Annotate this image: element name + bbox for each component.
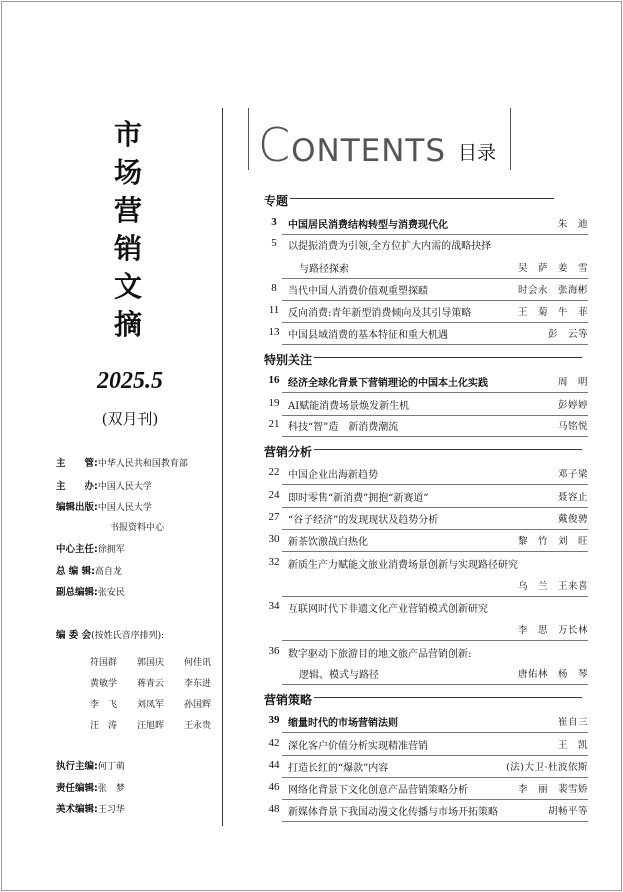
contents-heading-cn: 目录: [458, 142, 497, 164]
toc-article-title: “谷子经济”的发现现状及趋势分析: [288, 515, 439, 526]
publication-frequency: (双月刊): [101, 410, 159, 428]
toc-entry[interactable]: [264, 622, 588, 638]
toc-entry[interactable]: [264, 216, 588, 232]
header-bracket-left: [248, 108, 249, 170]
board-row: 黄敏学 蒋青云 李东进: [90, 679, 212, 689]
toc-article-title: 即时零售“新消费”拥抱“新赛道”: [288, 493, 429, 504]
toc-entry-underline: [282, 507, 588, 508]
board-row: 汪 涛 汪旭晖 王永贵: [90, 721, 212, 731]
toc-article-title: 当代中国人消费价值观重塑探赜: [288, 286, 428, 297]
toc-page-number: 42: [268, 737, 280, 749]
toc-author: 马铭悦: [557, 421, 588, 432]
toc-entry-underline: [282, 484, 588, 485]
toc-page-number: 36: [268, 645, 280, 657]
toc-entry[interactable]: [264, 578, 588, 594]
toc-entry[interactable]: [264, 418, 588, 434]
toc-article-title: 科技“智”造 新消费潮流: [288, 422, 399, 433]
toc-entry-underline: [282, 529, 588, 530]
toc-page-number: 48: [268, 803, 280, 815]
title-char: 场: [113, 156, 142, 189]
title-char: 摘: [113, 308, 142, 341]
section-heading: [264, 441, 582, 459]
toc-author: 戴俊骋: [557, 514, 588, 525]
toc-entry[interactable]: [264, 397, 588, 413]
title-char: 文: [113, 270, 142, 303]
toc-page-number: 27: [268, 511, 280, 523]
toc-page-number: 3: [271, 216, 277, 228]
toc-article-title: 互联网时代下非遗文化产业营销模式创新研究: [288, 604, 488, 615]
toc-author: 王 凯: [557, 740, 588, 751]
masthead-deputy-chief: 副总编辑:张安民: [56, 587, 125, 598]
toc-author: 黎 竹 刘 旺: [517, 536, 588, 547]
header-bracket-right: [510, 108, 511, 170]
toc-entry[interactable]: [264, 645, 588, 661]
toc-entry-underline: [282, 344, 588, 345]
toc-article-title: 中国县域消费的基本特征和重大机遇: [288, 330, 448, 341]
toc-author: 朱 迪: [557, 219, 588, 230]
toc-entry[interactable]: [264, 737, 588, 753]
toc-article-title: 打造长红的“爆款”内容: [288, 763, 389, 774]
title-char: 市: [113, 118, 142, 151]
toc-entry-underline: [282, 640, 588, 641]
toc-entry[interactable]: [264, 714, 588, 730]
toc-author: 聂容止: [557, 492, 588, 503]
title-char: 营: [113, 194, 142, 227]
toc-entry-underline: [282, 436, 588, 437]
issue-number: 2025.5: [97, 368, 163, 394]
toc-page-number: 22: [268, 466, 280, 478]
section-title: 专题: [264, 194, 289, 208]
masthead-publisher: 编辑出版:中国人民大学: [56, 502, 152, 513]
toc-entry[interactable]: [264, 282, 588, 298]
toc-entry-underline: [282, 684, 588, 685]
toc-article-title: 新质生产力赋能文旅业消费场景创新与实现路径研究: [288, 560, 518, 571]
section-title: 特别关注: [264, 353, 313, 367]
masthead-art-editor: 美术编辑:王习华: [56, 804, 125, 815]
toc-entry[interactable]: [264, 260, 588, 276]
masthead-chief-editor: 总 编 辑:高自龙: [56, 566, 122, 577]
toc-author: 崔自三: [557, 717, 588, 728]
toc-page-number: 11: [268, 304, 280, 316]
masthead-exec-editor: 执行主编:何丁萌: [56, 761, 125, 772]
toc-entry-underline: [282, 777, 588, 778]
toc-article-title: 逻辑、模式与路径: [299, 670, 379, 681]
toc-article-title: 与路径探索: [299, 264, 349, 275]
toc-page-number: 24: [268, 489, 280, 501]
toc-entry[interactable]: [264, 781, 588, 797]
toc-entry[interactable]: [264, 237, 588, 253]
toc-article-title: 中国企业出海新趋势: [288, 470, 378, 481]
toc-article-title: AI赋能消费场景焕发新生机: [288, 401, 410, 412]
toc-article-title: 以提振消费为引领,全方位扩大内需的战略抉择: [288, 241, 492, 252]
toc-entry-underline: [282, 732, 588, 733]
board-row: 符国群 郭国庆 何佳讯: [90, 658, 212, 668]
toc-entry[interactable]: [264, 803, 588, 819]
toc-entry-underline: [282, 821, 588, 822]
board-row: 李 飞 刘凤军 孙国辉: [90, 700, 212, 710]
section-rule: [264, 198, 554, 199]
toc-page-number: 16: [268, 374, 280, 386]
toc-entry[interactable]: [264, 666, 588, 682]
masthead-supervisor: 主 管:中华人民共和国教育部: [56, 458, 188, 469]
toc-entry[interactable]: [264, 556, 588, 572]
masthead-sponsor: 主 办:中国人民大学: [56, 481, 152, 492]
toc-article-title: 缩量时代的市场营销法则: [288, 718, 398, 729]
masthead-publisher-2: 书报资料中心: [110, 523, 165, 533]
toc-entry-underline: [282, 278, 588, 279]
toc-author: 时会永 张海彬: [517, 285, 588, 296]
toc-article-title: 网络化背景下文化创意产品营销策略分析: [288, 785, 468, 796]
toc-page-number: 39: [268, 714, 280, 726]
toc-entry[interactable]: [264, 489, 588, 505]
toc-page-number: 8: [271, 282, 277, 294]
toc-entry[interactable]: [264, 304, 588, 320]
toc-entry-underline: [282, 799, 588, 800]
toc-author: (法)大卫·杜波依斯: [506, 762, 588, 773]
toc-page-number: 19: [268, 397, 280, 409]
toc-article-title: 中国居民消费结构转型与消费现代化: [288, 220, 448, 231]
toc-page-number: 30: [268, 533, 280, 545]
toc-page-number: 44: [268, 759, 280, 771]
toc-author: 吴 萨 姜 雪: [517, 263, 588, 274]
section-heading: [264, 689, 582, 707]
toc-page-number: 34: [268, 600, 280, 612]
toc-author: 周 明: [557, 377, 588, 388]
toc-entry[interactable]: [264, 374, 588, 390]
toc-entry[interactable]: [264, 759, 588, 775]
toc-page-number: 5: [271, 237, 277, 249]
section-heading: [264, 349, 582, 367]
toc-entry-underline: [282, 596, 588, 597]
toc-entry[interactable]: [264, 326, 588, 342]
toc-entry[interactable]: [264, 533, 588, 549]
toc-article-title: 数字驱动下旅游目的地文旅产品营销创新:: [288, 649, 472, 660]
toc-entry-underline: [282, 234, 588, 235]
section-title: 营销策略: [264, 693, 313, 707]
column-divider: [222, 108, 223, 826]
toc-author: 彭婷婷: [557, 400, 588, 411]
toc-author: 王 菊 牛 菲: [517, 307, 588, 318]
toc-page-number: 46: [268, 781, 280, 793]
toc-page-number: 13: [268, 326, 280, 338]
toc-article-title: 新媒体背景下我国动漫文化传播与市场开拓策略: [288, 807, 498, 818]
toc-author: 李 思 万长林: [517, 625, 588, 636]
toc-article-title: 深化客户价值分析实现精准营销: [288, 741, 428, 752]
toc-author: 邓子梁: [557, 469, 588, 480]
title-char: 销: [113, 232, 142, 265]
toc-article-title: 反向消费:青年新型消费倾向及其引导策略: [288, 308, 472, 319]
toc-entry[interactable]: [264, 600, 588, 616]
toc-author: 乌 兰 王来喜: [517, 581, 588, 592]
toc-article-title: 经济全球化背景下营销理论的中国本土化实践: [288, 378, 488, 389]
toc-author: 李 丽 裴雪娇: [517, 784, 588, 795]
toc-article-title: 新茶饮激战白热化: [288, 537, 368, 548]
masthead-board-heading: 编 委 会(按姓氏音序排列):: [56, 630, 165, 641]
section-heading: [264, 190, 554, 208]
masthead-resp-editor: 责任编辑:张 梦: [56, 783, 125, 794]
toc-author: 唐佑林 杨 琴: [517, 669, 588, 680]
toc-author: 胡畅平等: [547, 806, 588, 817]
toc-entry[interactable]: [264, 511, 588, 527]
section-title: 营销分析: [264, 445, 313, 459]
toc-entry-underline: [282, 300, 588, 301]
toc-entry-underline: [282, 415, 588, 416]
toc-entry-underline: [282, 322, 588, 323]
contents-heading: CONTENTS: [258, 118, 447, 172]
toc-page-number: 21: [268, 418, 280, 430]
toc-author: 彭 云等: [547, 329, 588, 340]
toc-page-number: 32: [268, 556, 280, 568]
toc-entry-underline: [282, 392, 588, 393]
toc-entry-underline: [282, 551, 588, 552]
toc-entry-underline: [282, 755, 588, 756]
masthead-director: 中心主任:徐拥军: [56, 544, 125, 555]
toc-entry[interactable]: [264, 466, 588, 482]
journal-title: [108, 116, 148, 344]
